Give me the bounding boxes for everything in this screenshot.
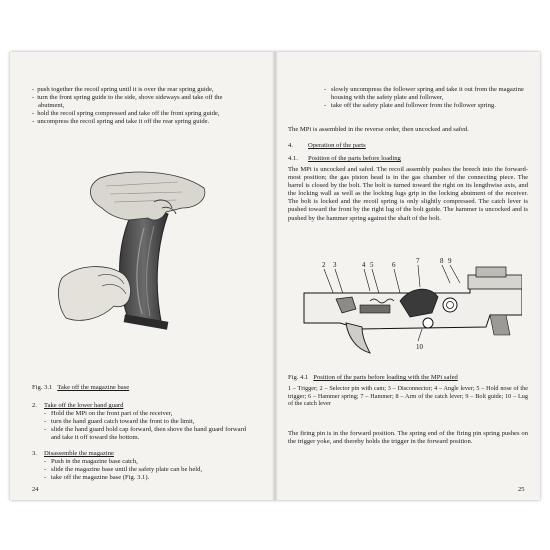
figure-title: Take off the magazine base	[57, 384, 130, 391]
section-heading	[32, 402, 246, 410]
section-4-1-heading	[288, 155, 401, 163]
section-heading	[32, 450, 246, 458]
right-top-list	[324, 86, 524, 110]
magazine-body	[120, 204, 168, 326]
list-item: - slide the hand guard hold cap forward, then shove the hand guard forward and take it off toward the bottom.	[44, 426, 246, 442]
paragraph: The MPi is uncocked and safed. The recoil assembly pushes the breech into the forward-most position; the gas piston head is in the gas chamber of the connecting piece. The barrel is closed by the bolt. The bolt is turned toward the right on its lengthwise axis, and the locking wall as well as the locking lugs grip in the locking abutment of the receiver. The bolt is locked and the recoil spring is only slightly compressed. The catch lever is pushed toward the front by the right lug of the bolt guide. The hammer is uncocked and is pushed by the hammer spring against the shaft of the bolt.	[288, 166, 528, 222]
diagram-label: 8	[440, 257, 444, 265]
right-page	[278, 52, 540, 500]
list-item: - slide the magazine base until the safety plate can be held,	[44, 466, 246, 474]
diagram-label: 4	[362, 261, 366, 269]
upper-hand	[90, 172, 204, 220]
section-2	[32, 402, 246, 442]
figure-number: Fig. 4.1	[288, 374, 309, 381]
list-item: - push together the recoil spring until it is over the rear spring guide,	[38, 86, 244, 94]
diagram-label: 10	[416, 343, 423, 351]
section-title: Disassemble the magazine	[44, 450, 114, 457]
list-item: - turn the front spring guide to the side, shove sideways and take off the abutment,	[38, 94, 244, 110]
assembly-note: The MPi is assembled in the reverse order, then uncocked and safed.	[288, 126, 469, 133]
figure-number: Fig. 3.1	[32, 384, 53, 391]
section-number: 4.1.	[288, 155, 298, 162]
left-page	[10, 52, 272, 500]
section-3	[32, 450, 246, 482]
left-top-list	[32, 86, 244, 126]
diagram-label: 7	[416, 257, 420, 265]
figure-4-1-caption	[288, 374, 458, 382]
section-title: Operation of the parts	[308, 142, 366, 149]
paragraph: The firing pin is in the forward position. The spring end of the firing pin spring pushes on the trigger yoke, and thereby holds the trigger in the forward position.	[288, 430, 528, 446]
magazine-illustration	[58, 168, 224, 336]
list-item: - uncompress the recoil spring and take it off the rear spring guide.	[38, 118, 244, 126]
book-spread	[10, 52, 540, 500]
diagram-label: 3	[333, 261, 337, 269]
diagram-label: 9	[448, 257, 452, 265]
section-title: Position of the parts before loading	[308, 155, 401, 162]
list-item: - take off the magazine base (Fig. 3.1).	[44, 474, 246, 482]
diagram-label: 2	[322, 261, 326, 269]
list-item: - Push in the magazine base catch,	[44, 458, 246, 466]
figure-3-1-caption	[32, 384, 129, 392]
list-item: - Hold the MPi on the front part of the receiver,	[44, 410, 246, 418]
section-number: 4.	[288, 142, 293, 149]
diagram-label: 5	[370, 261, 374, 269]
page-number: 25	[518, 486, 525, 493]
figure-legend: 1 – Trigger; 2 – Selector pin with cam; 3 – Disconnector; 4 – Angle lever; 5 – Hold nose of the trigger; 6 – Hammer spring; 7 – Hammer; 8 – Arm of the catch lever; 9 – Bolt guide; 10 – Lug of the catch lever	[288, 385, 528, 408]
list-item: - slowly uncompress the follower spring and take it out from the magazine housing with the safety plate and follower,	[324, 86, 524, 102]
section-number: 2.	[32, 402, 37, 409]
list-item: - take off the safety plate and follower from the follower spring.	[324, 102, 524, 110]
lower-hand	[59, 267, 131, 321]
section-4-heading	[288, 142, 366, 150]
figure-title: Position of the parts before loading with the MPi safed	[313, 374, 458, 381]
diagram-label: 6	[392, 261, 396, 269]
section-number: 3.	[32, 450, 37, 457]
list-item: - turn the hand guard catch toward the front to the limit,	[44, 418, 246, 426]
trigger-mechanism-diagram	[300, 257, 522, 367]
section-title: Take off the lower hand guard	[44, 402, 124, 409]
list-item: - hold the recoil spring compressed and take off the front spring guide,	[38, 110, 244, 118]
page-number: 24	[32, 486, 39, 493]
